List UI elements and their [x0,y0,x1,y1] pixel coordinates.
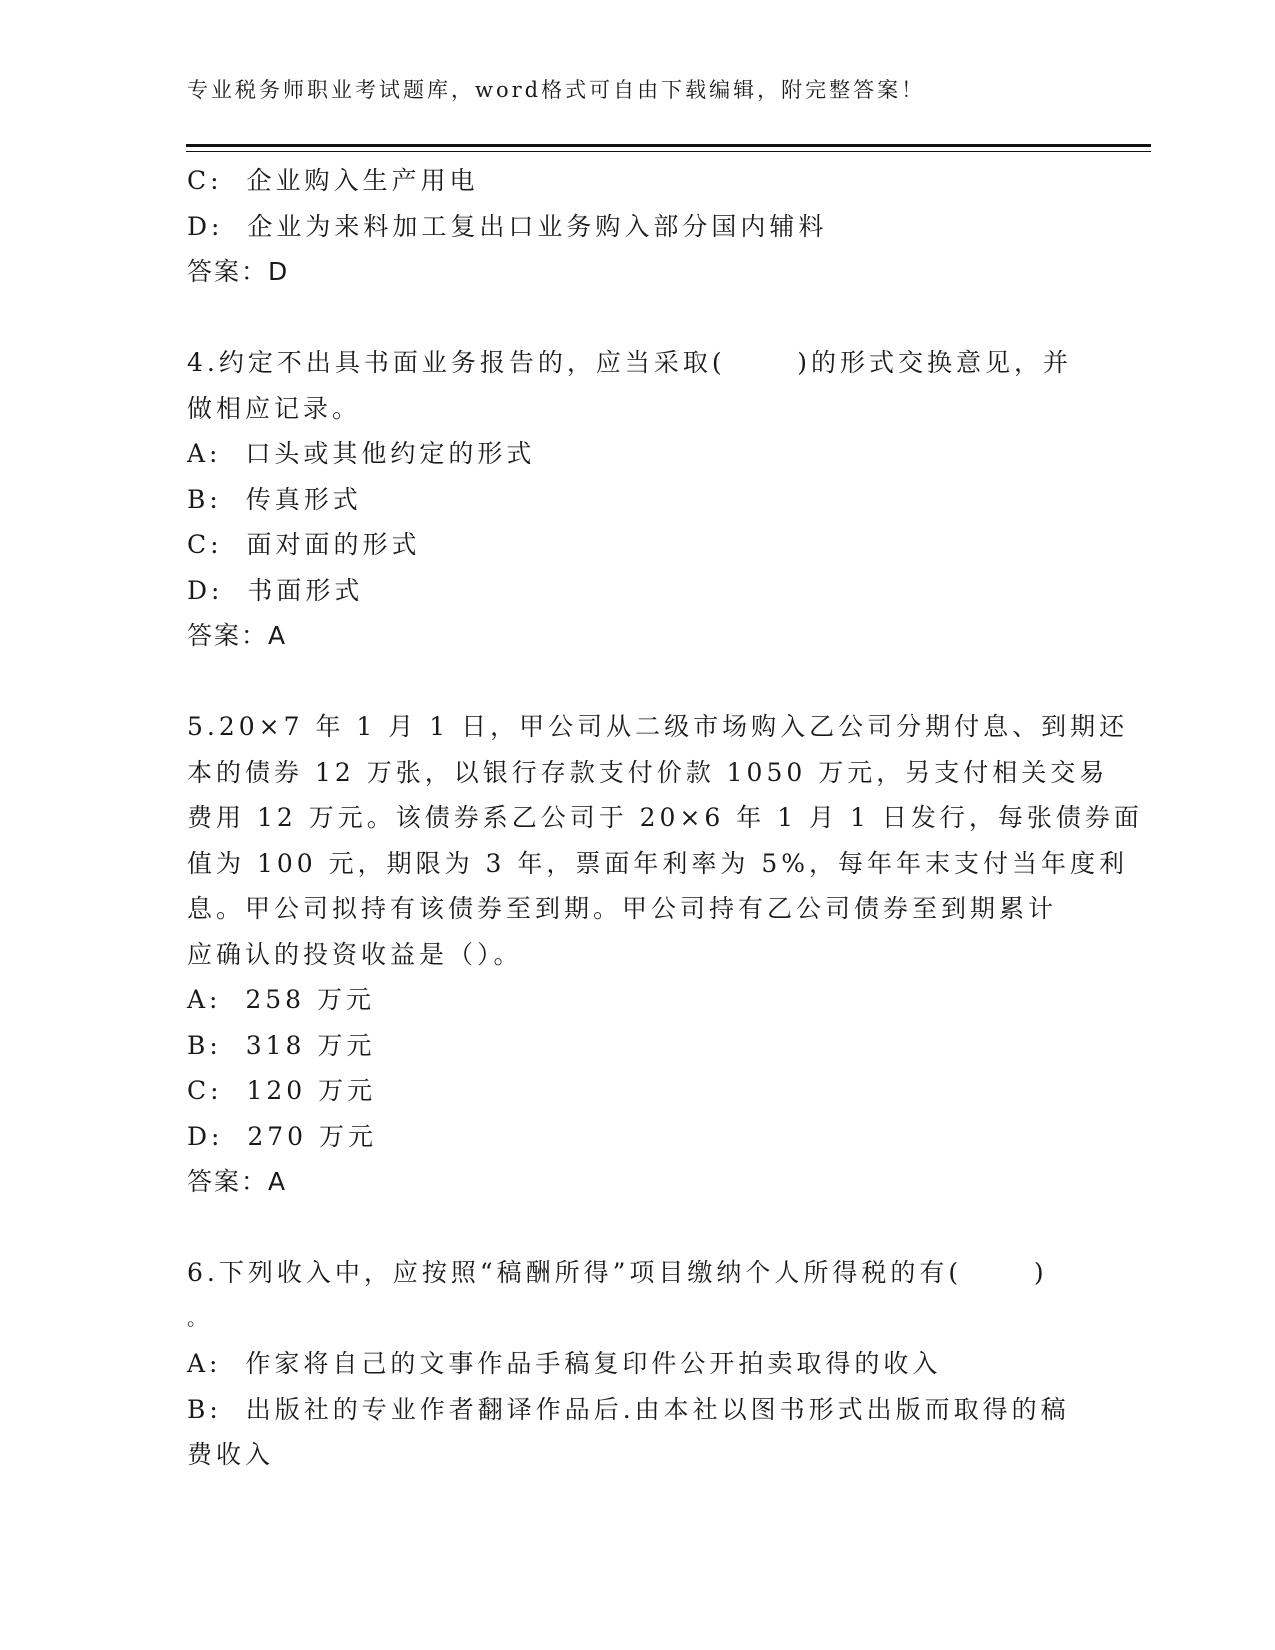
page-header: 专业税务师职业考试题库，word格式可自由下载编辑，附完整答案！ [187,78,926,102]
q5-option-c: C: 120 万元 [187,1076,377,1105]
q5-option-a: A: 258 万元 [187,985,376,1014]
spacer [187,295,1087,341]
header-rule-thick [186,144,1151,147]
q5-stem-line-2: 本的债券 12 万张，以银行存款支付价款 1050 万元，另支付相关交易 [187,757,1109,787]
q3-answer: 答案：D [187,257,290,286]
q4-stem-line-1: 4.约定不出具书面业务报告的，应当采取( )的形式交换意见，并 [187,348,1073,377]
q5-stem-line-5: 息。甲公司拟持有该债券至到期。甲公司持有乙公司债券至到期累计 [187,894,1058,923]
q4-stem-line-2: 做相应记录。 [187,393,362,423]
q3-option-c: C: 企业购入生产用电 [187,166,479,195]
document-body [187,158,1143,1478]
q6-option-b-line-1: B: 出版社的专业作者翻译作品后.由本社以图书形式出版而取得的稿 [187,1394,1070,1424]
q4-option-a: A: 口头或其他约定的形式 [187,439,536,468]
q5-stem-line-4: 值为 100 元，期限为 3 年，票面年利率为 5%，每年年末支付当年度利 [187,848,1129,878]
q4-option-c: C: 面对面的形式 [187,530,421,559]
q5-stem-line-3: 费用 12 万元。该债券系乙公司于 20×6 年 1 月 1 日发行，每张债券面 [187,803,1143,832]
q4-option-b: B: 传真形式 [187,484,362,514]
header-rule-thin [186,151,1151,152]
q6-option-a: A: 作家将自己的文事作品手稿复印件公开拍卖取得的收入 [187,1349,942,1378]
q5-option-d: D: 270 万元 [187,1121,378,1151]
q6-stem-line-2: 。 [187,1305,211,1330]
q5-answer: 答案：A [187,1167,288,1196]
q4-answer: 答案：A [187,621,288,650]
q5-stem-line-1: 5.20×7 年 1 月 1 日，甲公司从二级市场购入乙公司分期付息、到期还 [187,712,1129,741]
q4-option-d: D: 书面形式 [187,575,364,605]
q3-option-d: D: 企业为来料加工复出口业务购入部分国内辅料 [187,211,828,241]
q5-stem-line-6: 应确认的投资收益是（）。 [187,939,523,969]
q6-option-b-line-2: 费收入 [187,1440,275,1469]
spacer [187,659,1087,705]
spacer [187,1205,1087,1251]
q6-stem-line-1: 6.下列收入中，应按照“稿酬所得”项目缴纳个人所得税的有( ) [187,1258,1048,1287]
q5-option-b: B: 318 万元 [187,1030,376,1060]
